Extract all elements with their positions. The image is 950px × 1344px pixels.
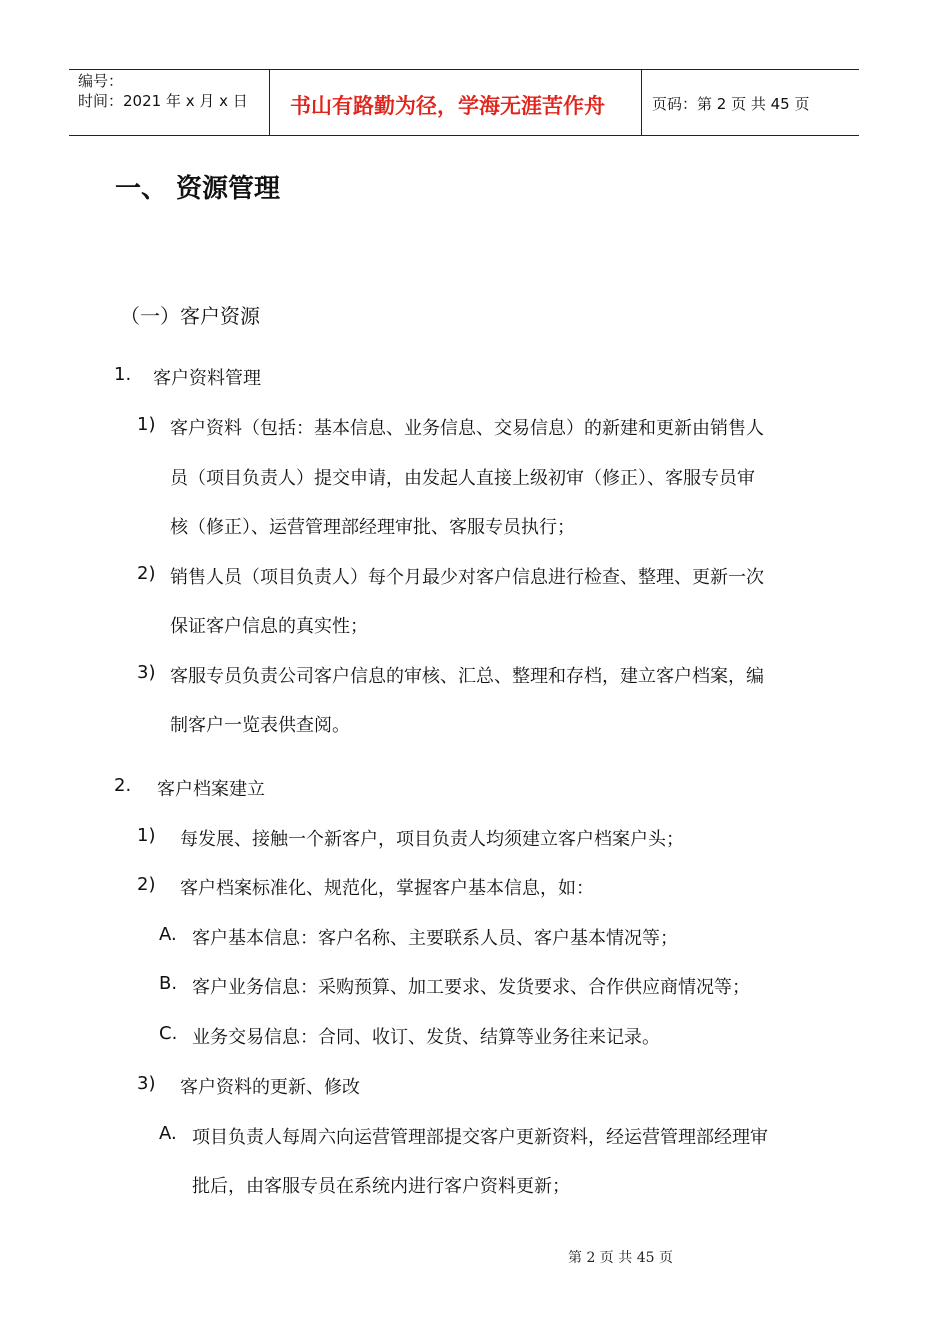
- item-1-point-3-line-2: 制客户一览表供查阅。: [170, 715, 350, 736]
- header-time-label: 时间：2021 年 x 月 x 日: [78, 92, 248, 110]
- item-1-point-1-number: 1): [137, 414, 156, 435]
- item-1-point-2-line-1: 销售人员（项目负责人）每个月最少对客户信息进行检查、整理、更新一次: [170, 567, 764, 588]
- item-2-number: 2.: [114, 775, 132, 796]
- item-2-title: 客户档案建立: [157, 779, 265, 800]
- item-2-sub-b-text: 客户业务信息：采购预算、加工要求、发货要求、合作供应商情况等；: [192, 977, 750, 998]
- item-1-title: 客户资料管理: [153, 368, 261, 389]
- item-1-point-3-line-1: 客服专员负责公司客户信息的审核、汇总、整理和存档，建立客户档案，编: [170, 666, 764, 687]
- item-2-sub-a-text: 客户基本信息：客户名称、主要联系人员、客户基本情况等；: [192, 928, 678, 949]
- item-1-point-1-line-3: 核（修正）、运营管理部经理审批、客服专员执行；: [170, 517, 575, 538]
- item-2-point-2-text: 客户档案标准化、规范化，掌握客户基本信息，如：: [180, 878, 594, 899]
- item-2-point-2-number: 2): [137, 874, 156, 895]
- item-2-point-3-text: 客户资料的更新、修改: [180, 1077, 360, 1098]
- item-2-point-3-number: 3): [137, 1073, 156, 1094]
- header-number-label: 编号：: [78, 72, 124, 90]
- item-2-sub-c-letter: C.: [159, 1023, 178, 1044]
- item-1-point-2-number: 2): [137, 563, 156, 584]
- header-top-rule: [69, 69, 859, 70]
- header-motto: 书山有路勤为径，学海无涯苦作舟: [290, 93, 605, 118]
- item-1-point-3-number: 3): [137, 662, 156, 683]
- item-2-sub-c-text: 业务交易信息：合同、收订、发货、结算等业务往来记录。: [192, 1027, 660, 1048]
- page-title: 一、 资源管理: [115, 174, 281, 204]
- section-heading: （一）客户资源: [120, 304, 260, 328]
- item-1-point-2-line-2: 保证客户信息的真实性；: [170, 616, 368, 637]
- header-divider-left: [269, 69, 270, 136]
- header-page-info: 页码：第 2 页 共 45 页: [652, 95, 810, 113]
- item-2-point-3-sub-a-letter: A.: [159, 1123, 177, 1144]
- item-2-point-1-text: 每发展、接触一个新客户，项目负责人均须建立客户档案户头；: [180, 829, 684, 850]
- item-2-point-3-sub-a-line-2: 批后，由客服专员在系统内进行客户资料更新；: [192, 1176, 570, 1197]
- item-2-sub-a-letter: A.: [159, 924, 177, 945]
- item-2-point-3-sub-a-line-1: 项目负责人每周六向运营管理部提交客户更新资料，经运营管理部经理审: [192, 1127, 768, 1148]
- item-2-point-1-number: 1): [137, 825, 156, 846]
- header-divider-right: [641, 69, 642, 136]
- page-footer: 第 2 页 共 45 页: [568, 1250, 673, 1266]
- item-2-sub-b-letter: B.: [159, 973, 178, 994]
- item-1-number: 1.: [114, 364, 132, 385]
- item-1-point-1-line-1: 客户资料（包括：基本信息、业务信息、交易信息）的新建和更新由销售人: [170, 418, 764, 439]
- item-1-point-1-line-2: 员（项目负责人）提交申请，由发起人直接上级初审（修正）、客服专员审: [170, 468, 755, 489]
- header-bottom-rule: [69, 135, 859, 136]
